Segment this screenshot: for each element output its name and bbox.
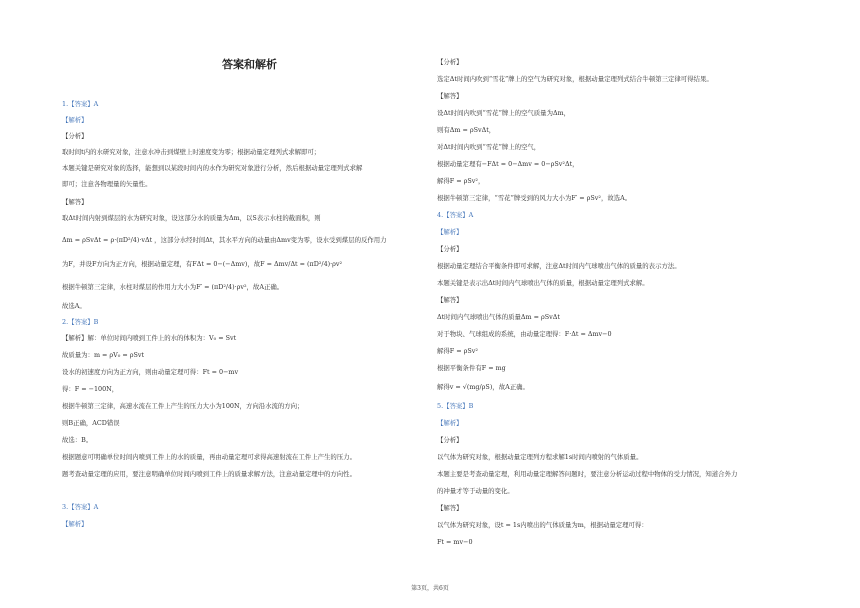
left-text-line: 本题关键是研究对象的选择，能想到以某段时间内的水作为研究对象进行分析，然后根据动量定理列式求解	[62, 164, 363, 172]
right-text-line: 根据动量定理结合平衡条件即可求解，注意Δt时间内气球喷出气体的质量的表示方法。	[437, 262, 681, 270]
left-text-line: 为F，并设F方向为正方向，根据动量定理，有FΔt = 0−(−Δmv)，故F = Δmv/Δt = (πD²/4)·ρv²	[62, 260, 343, 268]
right-text-line: 选定Δt时间内吹到“雪花”牌上的空气为研究对象，根据动量定理列式结合牛顿第三定律可得结果。	[437, 75, 713, 83]
left-text-line: 设水的初速度方向为正方向，则由动量定理可得：Ft = 0−mv	[62, 368, 239, 376]
left-text-line: 根据牛顿第三定律，水柱对煤层的作用力大小为F′ = (πD²/4)·ρv²，故A正确。	[62, 283, 284, 291]
left-text-line: 1.【答案】A	[62, 100, 99, 108]
left-text-line: 2.【答案】B	[62, 318, 99, 326]
left-text-line: 【分析】	[62, 132, 88, 140]
page-footer: 第3页，共6页	[411, 585, 449, 592]
right-text-line: 解得F = ρSv²	[437, 347, 478, 355]
left-text-line: 得：F = −100N，	[62, 385, 119, 393]
left-text-line: Δm = ρSvΔt = ρ·(πD²/4)·vΔt ，这部分水经时间Δt，其水平方向的动量由Δmv变为零，设水受到煤层的反作用力	[62, 236, 387, 244]
right-text-line: 设Δt时间内吹到“雪花”牌上的空气质量为Δm，	[437, 109, 571, 117]
right-text-line: Δt时间内气球喷出气体的质量Δm = ρSvΔt	[437, 313, 560, 321]
left-text-line: 【解析】	[62, 116, 88, 124]
right-text-line: 【分析】	[437, 58, 463, 66]
right-text-line: 本题主要是考查动量定理，利用动量定理解答问题时，要注意分析运动过程中物体的受力情况，知道合外力	[437, 470, 738, 478]
right-text-line: 以气体为研究对象，设t = 1s内喷出的气体质量为m，根据动量定理可得：	[437, 521, 648, 529]
right-text-line: 以气体为研究对象，根据动量定理列方程求解1s时间内喷射的气体质量。	[437, 453, 643, 461]
right-text-line: 根据牛顿第三定律，“雪花”牌受到的风力大小为F′ = ρSv²，故选A。	[437, 194, 632, 202]
right-text-line: 5.【答案】B	[437, 402, 474, 410]
right-text-line: 根据动量定理有−FΔt = 0−Δmv = 0−ρSv²Δt，	[437, 160, 579, 168]
right-text-line: 本题关键是表示出Δt时间内气球喷出气体的质量，根据动量定理列式求解。	[437, 279, 649, 287]
right-text-line: 【解答】	[437, 92, 463, 100]
right-text-line: Ft = mv−0	[437, 538, 473, 546]
right-text-line: 则有Δm = ρSvΔt，	[437, 126, 496, 134]
right-text-line: 【分析】	[437, 245, 463, 253]
right-text-line: 【分析】	[437, 436, 463, 444]
right-text-line: 【解答】	[437, 296, 463, 304]
left-text-line: 根据题意可明确单位时间内喷到工件上的水的质量，再由动量定理可求得高速射流在工件上产生的压力。	[62, 453, 356, 461]
right-text-line: 根据平衡条件有F = mg	[437, 364, 506, 372]
left-text-line: 3.【答案】A	[62, 503, 99, 511]
left-text-line: 取Δt时间内射到煤层的水为研究对象，设这部分水的质量为Δm，以S表示水柱的截面积，则	[62, 214, 321, 222]
page-title: 答案和解析	[222, 58, 277, 71]
left-text-line: 即可；注意各物理量的矢量性。	[62, 180, 152, 188]
right-text-line: 解得F = ρSv²，	[437, 177, 485, 185]
left-text-line: 取时间t内的水研究对象，注意水冲击到煤壁上时速度变为零；根据动量定理列式求解即可；	[62, 148, 321, 156]
left-text-line: 故选A。	[62, 302, 86, 310]
left-text-line: 根据牛顿第三定律，高速水流在工件上产生的压力大小为100N，方向沿水流的方向；	[62, 402, 304, 410]
left-text-line: 题考查动量定理的应用，要注意明确单位时间内喷到工件上的质量求解方法，注意动量定理中的方向性。	[62, 470, 356, 478]
right-text-line: 对Δt时间内吹到“雪花”牌上的空气，	[437, 143, 541, 151]
right-text-line: 【解答】	[437, 504, 463, 512]
left-text-line: 故质量为：m = ρV₀ = ρSvt	[62, 351, 145, 359]
right-text-line: 对于物块、气球组成的系统，由动量定理得：F·Δt = Δmv−0	[437, 330, 612, 338]
left-text-line: 【解答】	[62, 198, 88, 206]
right-text-line: 4.【答案】A	[437, 211, 474, 219]
right-text-line: 【解析】	[437, 228, 463, 236]
left-text-line: 则B正确，ACD错误	[62, 419, 120, 427]
left-text-line: 【解析】解：单位时间内喷到工件上的水的体积为：V₀ = Svt	[62, 334, 237, 342]
left-text-line: 【解析】	[62, 520, 88, 528]
left-text-line: 故选：B。	[62, 436, 93, 444]
right-text-line: 解得v = √(mg/ρS)，故A正确。	[437, 383, 529, 391]
right-text-line: 的冲量才等于动量的变化。	[437, 487, 514, 495]
right-text-line: 【解析】	[437, 419, 463, 427]
